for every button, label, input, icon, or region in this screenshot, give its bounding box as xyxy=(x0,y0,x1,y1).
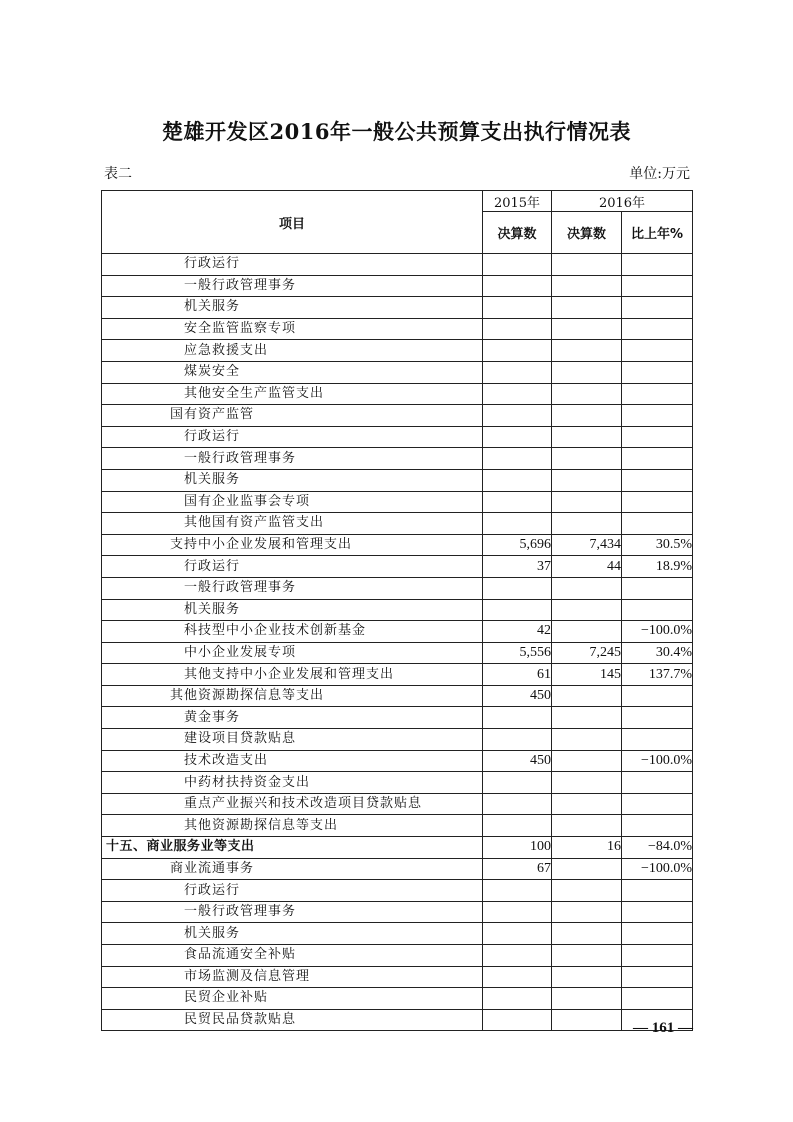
row-item-label: 中小企业发展专项 xyxy=(102,642,483,664)
row-value-2015: 450 xyxy=(483,685,552,707)
row-value-2015 xyxy=(483,880,552,902)
row-value-2015: 67 xyxy=(483,858,552,880)
row-value-2016 xyxy=(552,858,622,880)
row-value-2016 xyxy=(552,621,622,643)
table-row xyxy=(102,426,693,448)
row-change-pct xyxy=(622,448,693,470)
row-item-label: 民贸企业补贴 xyxy=(102,988,483,1010)
table-row xyxy=(102,297,693,319)
row-value-2015 xyxy=(483,426,552,448)
row-value-2016 xyxy=(552,426,622,448)
row-item-label: 支持中小企业发展和管理支出 xyxy=(102,534,483,556)
row-change-pct: 137.7% xyxy=(622,664,693,686)
table-row xyxy=(102,664,693,686)
row-change-pct xyxy=(622,405,693,427)
row-value-2016 xyxy=(552,945,622,967)
row-item-label: 机关服务 xyxy=(102,923,483,945)
row-value-2016 xyxy=(552,513,622,535)
row-change-pct xyxy=(622,491,693,513)
table-row xyxy=(102,340,693,362)
row-value-2015 xyxy=(483,793,552,815)
row-change-pct: −100.0% xyxy=(622,858,693,880)
row-change-pct: −84.0% xyxy=(622,837,693,859)
table-row xyxy=(102,750,693,772)
row-value-2015 xyxy=(483,275,552,297)
table-row xyxy=(102,707,693,729)
table-row xyxy=(102,642,693,664)
row-change-pct xyxy=(622,297,693,319)
row-value-2016 xyxy=(552,383,622,405)
row-item-label: 其他安全生产监管支出 xyxy=(102,383,483,405)
row-value-2015: 61 xyxy=(483,664,552,686)
row-change-pct: 18.9% xyxy=(622,556,693,578)
row-value-2015 xyxy=(483,318,552,340)
row-change-pct xyxy=(622,426,693,448)
row-value-2016 xyxy=(552,772,622,794)
row-value-2016 xyxy=(552,448,622,470)
row-change-pct xyxy=(622,361,693,383)
row-value-2015 xyxy=(483,361,552,383)
row-value-2015 xyxy=(483,1009,552,1031)
row-change-pct: 30.5% xyxy=(622,534,693,556)
budget-table xyxy=(101,190,693,1031)
row-change-pct xyxy=(622,577,693,599)
row-value-2016 xyxy=(552,361,622,383)
row-value-2016: 16 xyxy=(552,837,622,859)
table-label: 表二 xyxy=(104,166,132,182)
table-row xyxy=(102,945,693,967)
row-value-2016 xyxy=(552,405,622,427)
row-value-2016 xyxy=(552,491,622,513)
row-change-pct xyxy=(622,254,693,276)
row-value-2016 xyxy=(552,254,622,276)
table-row xyxy=(102,513,693,535)
row-value-2015 xyxy=(483,383,552,405)
row-item-label: 一般行政管理事务 xyxy=(102,577,483,599)
row-value-2016 xyxy=(552,988,622,1010)
row-value-2016: 7,434 xyxy=(552,534,622,556)
row-change-pct xyxy=(622,599,693,621)
row-item-label: 技术改造支出 xyxy=(102,750,483,772)
row-value-2015 xyxy=(483,513,552,535)
table-row xyxy=(102,361,693,383)
row-value-2016 xyxy=(552,469,622,491)
row-value-2016 xyxy=(552,815,622,837)
row-item-label: 其他国有资产监管支出 xyxy=(102,513,483,535)
row-item-label: 国有企业监事会专项 xyxy=(102,491,483,513)
unit-label: 单位:万元 xyxy=(629,166,690,182)
row-change-pct xyxy=(622,901,693,923)
table-row xyxy=(102,793,693,815)
row-value-2015 xyxy=(483,966,552,988)
table-row xyxy=(102,772,693,794)
row-value-2015: 5,556 xyxy=(483,642,552,664)
row-change-pct xyxy=(622,275,693,297)
header-item: 项目 xyxy=(102,191,483,254)
row-item-label: 其他资源勘探信息等支出 xyxy=(102,815,483,837)
row-value-2015 xyxy=(483,297,552,319)
row-value-2016 xyxy=(552,901,622,923)
row-item-label: 行政运行 xyxy=(102,556,483,578)
row-value-2015 xyxy=(483,772,552,794)
table-row xyxy=(102,729,693,751)
row-value-2015: 450 xyxy=(483,750,552,772)
row-value-2016 xyxy=(552,340,622,362)
row-item-label: 安全监管监察专项 xyxy=(102,318,483,340)
row-item-label: 其他支持中小企业发展和管理支出 xyxy=(102,664,483,686)
table-row xyxy=(102,405,693,427)
row-value-2016 xyxy=(552,966,622,988)
table-row xyxy=(102,254,693,276)
row-value-2016 xyxy=(552,318,622,340)
row-value-2015 xyxy=(483,340,552,362)
row-change-pct xyxy=(622,923,693,945)
row-item-label: 建设项目贷款贴息 xyxy=(102,729,483,751)
row-change-pct: 30.4% xyxy=(622,642,693,664)
header-year-2015: 2015年 xyxy=(483,191,552,212)
row-value-2015: 42 xyxy=(483,621,552,643)
row-value-2015: 100 xyxy=(483,837,552,859)
row-change-pct xyxy=(622,318,693,340)
row-item-label: 一般行政管理事务 xyxy=(102,901,483,923)
row-change-pct xyxy=(622,469,693,491)
row-change-pct xyxy=(622,340,693,362)
row-value-2016 xyxy=(552,729,622,751)
row-value-2016 xyxy=(552,685,622,707)
row-value-2015 xyxy=(483,254,552,276)
table-row xyxy=(102,383,693,405)
table-row xyxy=(102,988,693,1010)
row-value-2016: 44 xyxy=(552,556,622,578)
row-change-pct xyxy=(622,685,693,707)
table-row xyxy=(102,469,693,491)
row-value-2015 xyxy=(483,815,552,837)
row-item-label: 机关服务 xyxy=(102,599,483,621)
table-row xyxy=(102,621,693,643)
header-final-2016: 决算数 xyxy=(552,212,622,254)
row-value-2015 xyxy=(483,988,552,1010)
row-item-label: 科技型中小企业技术创新基金 xyxy=(102,621,483,643)
row-item-label: 黄金事务 xyxy=(102,707,483,729)
row-value-2015 xyxy=(483,901,552,923)
row-value-2016 xyxy=(552,750,622,772)
table-row xyxy=(102,858,693,880)
row-item-label: 煤炭安全 xyxy=(102,361,483,383)
row-item-label: 一般行政管理事务 xyxy=(102,448,483,470)
row-value-2015 xyxy=(483,491,552,513)
row-value-2016 xyxy=(552,707,622,729)
row-change-pct xyxy=(622,815,693,837)
row-value-2016 xyxy=(552,1009,622,1031)
table-row xyxy=(102,880,693,902)
row-change-pct xyxy=(622,772,693,794)
row-value-2015 xyxy=(483,448,552,470)
row-value-2015 xyxy=(483,923,552,945)
row-value-2015 xyxy=(483,405,552,427)
row-value-2016 xyxy=(552,577,622,599)
row-value-2016 xyxy=(552,923,622,945)
table-row xyxy=(102,318,693,340)
row-item-label: 中药材扶持资金支出 xyxy=(102,772,483,794)
row-change-pct xyxy=(622,383,693,405)
row-value-2016 xyxy=(552,880,622,902)
row-item-label: 其他资源勘探信息等支出 xyxy=(102,685,483,707)
row-value-2015 xyxy=(483,469,552,491)
row-value-2016 xyxy=(552,275,622,297)
table-row xyxy=(102,491,693,513)
table-row xyxy=(102,837,693,859)
header-change: 比上年% xyxy=(622,212,693,254)
row-value-2015 xyxy=(483,599,552,621)
row-item-label: 行政运行 xyxy=(102,880,483,902)
table-row xyxy=(102,1009,693,1031)
row-item-label: 重点产业振兴和技术改造项目贷款贴息 xyxy=(102,793,483,815)
row-change-pct xyxy=(622,945,693,967)
row-change-pct: −100.0% xyxy=(622,750,693,772)
row-item-label: 一般行政管理事务 xyxy=(102,275,483,297)
row-change-pct xyxy=(622,880,693,902)
row-change-pct xyxy=(622,988,693,1010)
row-value-2015 xyxy=(483,577,552,599)
row-item-label: 机关服务 xyxy=(102,469,483,491)
table-row xyxy=(102,966,693,988)
table-row xyxy=(102,448,693,470)
row-change-pct xyxy=(622,793,693,815)
row-item-label: 商业流通事务 xyxy=(102,858,483,880)
row-value-2015 xyxy=(483,729,552,751)
table-row xyxy=(102,275,693,297)
row-change-pct xyxy=(622,513,693,535)
document-title: 楚雄开发区2016年一般公共预算支出执行情况表 xyxy=(162,119,631,144)
row-value-2016 xyxy=(552,297,622,319)
row-change-pct xyxy=(622,707,693,729)
row-value-2016: 7,245 xyxy=(552,642,622,664)
row-item-label: 民贸民品贷款贴息 xyxy=(102,1009,483,1031)
row-change-pct xyxy=(622,966,693,988)
row-item-label: 机关服务 xyxy=(102,297,483,319)
row-item-label: 市场监测及信息管理 xyxy=(102,966,483,988)
row-item-label: 十五、商业服务业等支出 xyxy=(102,837,483,859)
row-value-2015: 5,696 xyxy=(483,534,552,556)
row-value-2015 xyxy=(483,945,552,967)
table-row xyxy=(102,534,693,556)
row-value-2015 xyxy=(483,707,552,729)
row-value-2016 xyxy=(552,599,622,621)
row-change-pct: −100.0% xyxy=(622,621,693,643)
row-item-label: 食品流通安全补贴 xyxy=(102,945,483,967)
table-body xyxy=(102,254,693,1031)
header-final-2015: 决算数 xyxy=(483,212,552,254)
table-row xyxy=(102,685,693,707)
table-row xyxy=(102,923,693,945)
header-year-2016: 2016年 xyxy=(552,191,693,212)
row-item-label: 国有资产监管 xyxy=(102,405,483,427)
row-change-pct xyxy=(622,729,693,751)
row-item-label: 应急救援支出 xyxy=(102,340,483,362)
row-value-2015: 37 xyxy=(483,556,552,578)
row-value-2016: 145 xyxy=(552,664,622,686)
table-row xyxy=(102,815,693,837)
table-row xyxy=(102,577,693,599)
table-row xyxy=(102,599,693,621)
table-row xyxy=(102,556,693,578)
row-value-2016 xyxy=(552,793,622,815)
row-item-label: 行政运行 xyxy=(102,426,483,448)
row-item-label: 行政运行 xyxy=(102,254,483,276)
table-row xyxy=(102,901,693,923)
page-number: — 161 — xyxy=(633,1020,693,1036)
